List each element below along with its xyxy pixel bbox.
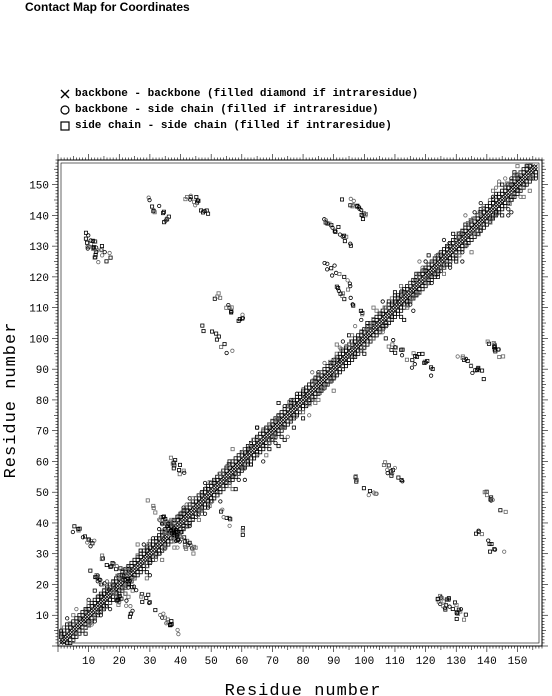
x-tick-label: 90 xyxy=(327,656,341,668)
y-tick-label: 90 xyxy=(35,365,49,378)
legend-label: backbone - backbone (filled diamond if intraresidue) xyxy=(75,88,419,100)
y-tick-label: 140 xyxy=(29,211,49,224)
x-tick-label: 120 xyxy=(415,656,436,668)
x-tick-label: 100 xyxy=(354,656,375,668)
y-tick-label: 60 xyxy=(35,457,49,470)
y-axis-label: Residue number xyxy=(2,321,21,479)
x-tick-label: 110 xyxy=(385,656,405,668)
y-tick-label: 100 xyxy=(29,334,49,347)
y-tick-label: 50 xyxy=(35,488,49,501)
legend-label: side chain - side chain (filled if intraresidue) xyxy=(75,120,392,132)
x-tick-label: 30 xyxy=(143,656,157,668)
y-tick-label: 130 xyxy=(29,242,49,255)
x-tick-label: 50 xyxy=(204,656,218,668)
y-tick-label: 20 xyxy=(35,580,49,593)
x-tick-label: 150 xyxy=(507,656,528,668)
x-tick-label: 60 xyxy=(235,656,249,668)
y-tick-label: 120 xyxy=(29,272,49,285)
x-tick-label: 80 xyxy=(296,656,310,668)
x-tick-label: 40 xyxy=(173,656,188,668)
y-tick-label: 80 xyxy=(35,395,49,408)
y-tick-label: 10 xyxy=(35,611,49,624)
x-axis-label: Residue number xyxy=(224,682,382,696)
y-tick-label: 150 xyxy=(29,180,49,193)
legend-label: backbone - side chain (filled if intraresidue) xyxy=(75,104,379,116)
x-tick-label: 10 xyxy=(82,656,96,668)
chart-title: Contact Map for Coordinates xyxy=(25,0,190,14)
x-tick-label: 70 xyxy=(265,656,280,668)
y-tick-label: 30 xyxy=(35,549,49,562)
x-tick-label: 130 xyxy=(446,656,467,668)
x-tick-label: 20 xyxy=(112,656,126,668)
y-tick-label: 110 xyxy=(29,303,49,316)
x-tick-label: 140 xyxy=(476,656,497,668)
y-tick-label: 70 xyxy=(35,426,49,439)
y-tick-label: 40 xyxy=(35,518,49,531)
